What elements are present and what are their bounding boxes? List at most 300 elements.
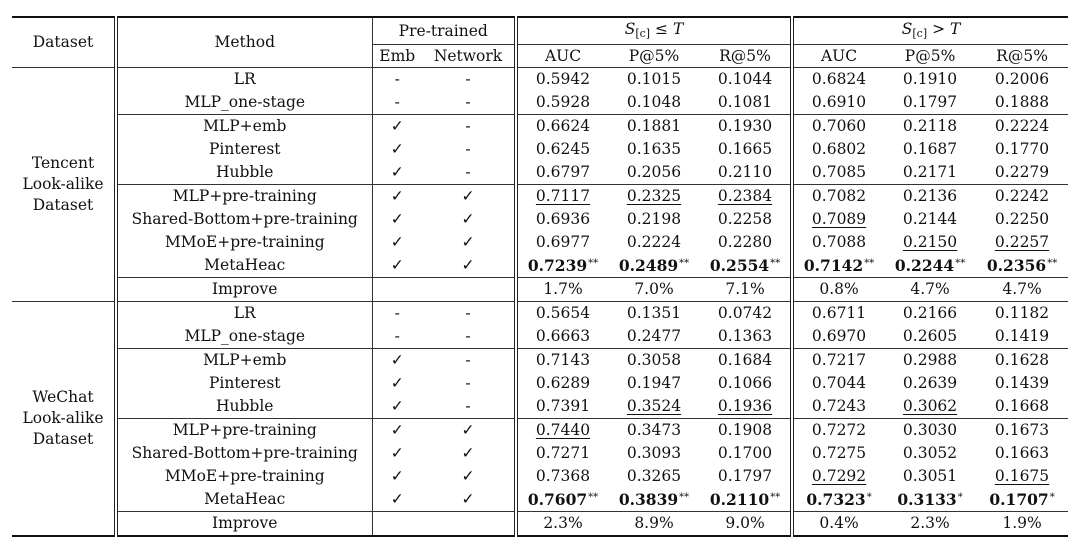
metric-value: 0.3030 (902, 421, 958, 439)
metric-value: 0.7085 (811, 163, 867, 181)
table-row (12, 419, 1068, 443)
metric-cell (608, 372, 700, 395)
metric-value: 0.7060 (811, 117, 867, 135)
metric-cell (976, 208, 1068, 231)
network-flag: - (422, 395, 516, 419)
metric-value: 0.1881 (626, 117, 682, 135)
metric-value: 0.2325 (626, 187, 682, 205)
table-row (12, 325, 1068, 349)
dataset-name-line: WeChat (32, 388, 94, 406)
metric-value: 0.6936 (535, 210, 591, 228)
network-flag: ✓ (422, 254, 516, 278)
metric-cell (976, 325, 1068, 349)
metric-cell (976, 395, 1068, 419)
metric-cell (884, 395, 976, 419)
emb-flag: ✓ (390, 163, 404, 181)
header-r5-gt: R@5% (976, 45, 1068, 68)
metric-cell (700, 395, 792, 419)
metric-cell (700, 208, 792, 231)
metric-cell (976, 115, 1068, 139)
metric-value: 0.2224 (626, 233, 682, 251)
metric-value: 0.5942 (535, 70, 591, 88)
emb-flag: ✓ (372, 349, 422, 373)
metric-cell (884, 372, 976, 395)
metric-cell (608, 208, 700, 231)
method-name: MLP+emb (116, 349, 372, 373)
significance-marker: ** (770, 257, 781, 269)
emb-flag: ✓ (390, 490, 404, 508)
metric-cell (516, 442, 608, 465)
network-flag: ✓ (422, 419, 516, 443)
metric-value: 0.2280 (717, 233, 773, 251)
group-gt-s: S (901, 19, 913, 38)
emb-flag: ✓ (390, 397, 404, 415)
table-row (12, 488, 1068, 512)
metric-value: 0.1628 (994, 351, 1050, 369)
method-name: Pinterest (116, 138, 372, 161)
metric-value: 0.2554 (709, 255, 770, 275)
empty-cell (372, 512, 422, 537)
header-group-gt (792, 17, 1068, 45)
metric-value: 0.1182 (994, 304, 1050, 322)
significance-marker: ** (770, 491, 781, 503)
metric-cell (792, 161, 884, 185)
metric-cell (608, 68, 700, 92)
header-p5-le: P@5% (608, 45, 700, 68)
metric-cell (884, 488, 976, 512)
metric-value: 0.1700 (717, 444, 773, 462)
metric-cell (700, 68, 792, 92)
metric-cell (976, 349, 1068, 373)
metric-cell (792, 138, 884, 161)
header-r5-le: R@5% (700, 45, 792, 68)
metric-value: 0.7142 (803, 255, 864, 275)
metric-cell (700, 419, 792, 443)
method-name: Pinterest (116, 372, 372, 395)
metric-value: 0.7239 (527, 255, 588, 275)
method-name: MLP+emb (116, 115, 372, 139)
metric-value: 0.1663 (994, 444, 1050, 462)
metric-value: 0.6970 (811, 327, 867, 345)
metric-value: 0.1635 (626, 140, 682, 158)
metric-value: 0.1888 (994, 93, 1050, 111)
metric-value: 0.2384 (717, 187, 773, 205)
metric-cell (976, 372, 1068, 395)
improve-label: Improve (116, 512, 372, 537)
table-row (12, 302, 1068, 326)
metric-value: 0.1930 (717, 117, 773, 135)
metric-value: 0.1066 (717, 374, 773, 392)
improve-value: 4.7% (884, 278, 976, 302)
metric-cell (516, 91, 608, 115)
metric-cell (516, 372, 608, 395)
metric-cell (608, 395, 700, 419)
metric-value: 0.2988 (902, 351, 958, 369)
dataset-name-line: Look-alike (22, 409, 104, 427)
metric-cell (976, 138, 1068, 161)
metric-cell (792, 91, 884, 115)
metric-cell (700, 254, 792, 278)
metric-value: 0.3093 (626, 444, 682, 462)
metric-value: 0.7271 (535, 444, 591, 462)
metric-value: 0.3524 (626, 397, 682, 415)
metric-value: 0.2477 (626, 327, 682, 345)
method-name: MetaHeac (116, 488, 372, 512)
emb-flag: - (372, 302, 422, 326)
metric-value: 0.7044 (811, 374, 867, 392)
significance-marker: ** (679, 257, 690, 269)
metric-value: 0.2006 (994, 70, 1050, 88)
network-flag: - (422, 302, 516, 326)
emb-flag: ✓ (390, 140, 404, 158)
metric-cell (516, 254, 608, 278)
significance-marker: * (957, 491, 963, 503)
metric-value: 0.2605 (902, 327, 958, 345)
metric-value: 0.2056 (626, 163, 682, 181)
dataset-name-line: Tencent (31, 154, 95, 172)
empty-cell (372, 278, 422, 302)
network-flag: ✓ (422, 208, 516, 231)
metric-cell (884, 442, 976, 465)
improve-value: 2.3% (516, 512, 608, 537)
metric-value: 0.7292 (811, 467, 867, 485)
metric-value: 0.2198 (626, 210, 682, 228)
metric-cell (608, 488, 700, 512)
metric-value: 0.2166 (902, 304, 958, 322)
metric-value: 0.6910 (811, 93, 867, 111)
improve-row (12, 512, 1068, 537)
metric-cell (608, 185, 700, 209)
metric-cell (700, 161, 792, 185)
metric-cell (608, 138, 700, 161)
improve-value: 9.0% (700, 512, 792, 537)
metric-cell (516, 208, 608, 231)
metric-cell (516, 231, 608, 254)
metric-value: 0.6797 (535, 163, 591, 181)
improve-value: 0.4% (792, 512, 884, 537)
metric-value: 0.3051 (902, 467, 958, 485)
improve-row (12, 278, 1068, 302)
emb-flag: ✓ (390, 256, 404, 274)
improve-value: 2.3% (884, 512, 976, 537)
metric-cell (792, 68, 884, 92)
metric-cell (516, 302, 608, 326)
metric-value: 0.2489 (618, 255, 679, 275)
metric-value: 0.6245 (535, 140, 591, 158)
dataset-name-line: Dataset (32, 430, 94, 448)
metric-cell (700, 442, 792, 465)
table-row (12, 231, 1068, 254)
table-row (12, 68, 1068, 92)
network-flag: ✓ (422, 442, 516, 465)
metric-cell (792, 254, 884, 278)
method-name: MetaHeac (116, 254, 372, 278)
metric-cell (516, 325, 608, 349)
table-row (12, 115, 1068, 139)
significance-marker: ** (1047, 257, 1058, 269)
metric-cell (608, 115, 700, 139)
emb-flag: ✓ (390, 210, 404, 228)
metric-value: 0.3133 (897, 489, 957, 509)
significance-marker: ** (588, 491, 599, 503)
metric-cell (700, 231, 792, 254)
table-row (12, 254, 1068, 278)
metric-cell (884, 302, 976, 326)
emb-flag: ✓ (390, 467, 404, 485)
significance-marker: ** (679, 491, 690, 503)
metric-cell (976, 185, 1068, 209)
metric-value: 0.1797 (902, 93, 958, 111)
metric-cell (792, 325, 884, 349)
metric-cell (516, 395, 608, 419)
metric-value: 0.2257 (994, 233, 1050, 251)
metric-cell (608, 161, 700, 185)
metric-value: 0.6711 (811, 304, 867, 322)
metric-cell (608, 349, 700, 373)
header-emb: Emb (372, 45, 422, 68)
table-row (12, 442, 1068, 465)
metric-value: 0.2356 (986, 255, 1047, 275)
metric-cell (884, 185, 976, 209)
significance-marker: * (1049, 491, 1055, 503)
metric-value: 0.7607 (527, 489, 588, 509)
metric-cell (884, 115, 976, 139)
metric-cell (700, 465, 792, 488)
metric-value: 0.1015 (626, 70, 682, 88)
metric-value: 0.2110 (709, 489, 770, 509)
metric-cell (976, 302, 1068, 326)
metric-value: 0.1665 (717, 140, 773, 158)
improve-value: 4.7% (976, 278, 1068, 302)
significance-marker: ** (588, 257, 599, 269)
metric-cell (792, 442, 884, 465)
metric-cell (792, 488, 884, 512)
header-dataset: Dataset (12, 17, 116, 68)
metric-value: 0.7243 (811, 397, 867, 415)
dataset-name-line: Look-alike (22, 175, 104, 193)
metric-value: 0.1707 (989, 489, 1049, 509)
improve-value: 1.7% (516, 278, 608, 302)
metric-cell (884, 91, 976, 115)
metric-cell (976, 442, 1068, 465)
metric-value: 0.1048 (626, 93, 682, 111)
dataset-name (12, 68, 116, 302)
metric-cell (976, 488, 1068, 512)
metric-cell (608, 91, 700, 115)
emb-flag: ✓ (390, 374, 404, 392)
group-gt-rel: > (932, 19, 946, 38)
header-method: Method (116, 17, 372, 68)
metric-value: 0.1684 (717, 351, 773, 369)
metric-cell (884, 208, 976, 231)
network-flag: - (422, 91, 516, 115)
metric-cell (700, 302, 792, 326)
metric-cell (700, 91, 792, 115)
group-le-rel: ≤ (655, 19, 669, 38)
metric-value: 0.7391 (535, 397, 591, 415)
metric-cell (884, 138, 976, 161)
metric-cell (792, 185, 884, 209)
header-p5-gt: P@5% (884, 45, 976, 68)
empty-cell (422, 278, 516, 302)
metric-value: 0.1797 (717, 467, 773, 485)
metric-cell (792, 302, 884, 326)
header-network: Network (422, 45, 516, 68)
group-gt-t: T (950, 19, 961, 38)
table-row (12, 138, 1068, 161)
metric-cell (516, 115, 608, 139)
emb-flag: ✓ (390, 233, 404, 251)
metric-value: 0.1675 (994, 467, 1050, 485)
metric-cell (884, 231, 976, 254)
emb-flag: ✓ (372, 115, 422, 139)
method-name: Hubble (116, 161, 372, 185)
metric-value: 0.1687 (902, 140, 958, 158)
emb-flag: - (372, 68, 422, 92)
metric-value: 0.7275 (811, 444, 867, 462)
table-row (12, 465, 1068, 488)
improve-value: 1.9% (976, 512, 1068, 537)
metric-value: 0.1947 (626, 374, 682, 392)
dataset-name-line: Dataset (32, 196, 94, 214)
metric-cell (700, 349, 792, 373)
metric-value: 0.1770 (994, 140, 1050, 158)
metric-value: 0.1081 (717, 93, 773, 111)
metric-cell (516, 465, 608, 488)
metric-cell (516, 161, 608, 185)
results-table (12, 16, 1068, 537)
method-name: LR (116, 68, 372, 92)
metric-value: 0.7088 (811, 233, 867, 251)
metric-cell (700, 372, 792, 395)
group-le-sub: [c] (635, 26, 651, 40)
metric-cell (608, 231, 700, 254)
emb-flag: ✓ (372, 419, 422, 443)
metric-value: 0.1363 (717, 327, 773, 345)
table-row (12, 349, 1068, 373)
metric-value: 0.6663 (535, 327, 591, 345)
table-header (12, 17, 1068, 68)
metric-cell (792, 395, 884, 419)
metric-cell (516, 138, 608, 161)
metric-value: 0.2118 (902, 117, 958, 135)
dataset-name (12, 302, 116, 537)
header-pretrained: Pre-trained (372, 17, 516, 45)
header-group-le (516, 17, 792, 45)
metric-cell (884, 254, 976, 278)
header-auc-gt: AUC (792, 45, 884, 68)
table-row (12, 208, 1068, 231)
metric-cell (608, 419, 700, 443)
metric-value: 0.7082 (811, 187, 867, 205)
metric-value: 0.7089 (811, 210, 867, 228)
metric-cell (516, 349, 608, 373)
method-name: Shared-Bottom+pre-training (116, 208, 372, 231)
metric-cell (792, 419, 884, 443)
metric-cell (884, 325, 976, 349)
metric-cell (976, 161, 1068, 185)
metric-value: 0.7217 (811, 351, 867, 369)
metric-value: 0.1908 (717, 421, 773, 439)
metric-value: 0.7143 (535, 351, 591, 369)
network-flag: ✓ (422, 185, 516, 209)
metric-cell (700, 488, 792, 512)
network-flag: ✓ (422, 465, 516, 488)
metric-value: 0.6824 (811, 70, 867, 88)
header-auc-le: AUC (516, 45, 608, 68)
significance-marker: ** (955, 257, 966, 269)
table-row (12, 91, 1068, 115)
group-le-t: T (672, 19, 684, 38)
network-flag: - (422, 161, 516, 185)
table-row (12, 185, 1068, 209)
emb-flag: - (394, 327, 400, 345)
metric-cell (700, 185, 792, 209)
significance-marker: * (866, 491, 872, 503)
network-flag: - (422, 68, 516, 92)
method-name: MLP+pre-training (116, 419, 372, 443)
metric-cell (516, 185, 608, 209)
metric-cell (976, 68, 1068, 92)
metric-cell (976, 419, 1068, 443)
metric-value: 0.1910 (902, 70, 958, 88)
network-flag: ✓ (422, 488, 516, 512)
metric-value: 0.2171 (902, 163, 958, 181)
metric-value: 0.3062 (902, 397, 958, 415)
metric-cell (792, 231, 884, 254)
metric-value: 0.2242 (994, 187, 1050, 205)
metric-value: 0.1351 (626, 304, 682, 322)
metric-cell (792, 115, 884, 139)
network-flag: - (422, 115, 516, 139)
metric-value: 0.7368 (535, 467, 591, 485)
metric-cell (516, 68, 608, 92)
improve-label: Improve (116, 278, 372, 302)
metric-cell (792, 349, 884, 373)
metric-cell (976, 465, 1068, 488)
metric-cell (884, 161, 976, 185)
metric-value: 0.6977 (535, 233, 591, 251)
metric-value: 0.7440 (535, 421, 591, 439)
group-le-s: S (624, 19, 636, 38)
metric-value: 0.2250 (994, 210, 1050, 228)
metric-cell (884, 419, 976, 443)
metric-cell (608, 325, 700, 349)
metric-cell (516, 488, 608, 512)
metric-cell (792, 372, 884, 395)
metric-value: 0.2258 (717, 210, 773, 228)
metric-cell (700, 115, 792, 139)
metric-cell (976, 91, 1068, 115)
metric-cell (608, 254, 700, 278)
metric-value: 0.2279 (994, 163, 1050, 181)
network-flag: - (422, 372, 516, 395)
table-row (12, 395, 1068, 419)
metric-value: 0.7323 (806, 489, 866, 509)
metric-cell (516, 419, 608, 443)
metric-value: 0.3473 (626, 421, 682, 439)
group-gt-sub: [c] (912, 26, 928, 40)
metric-value: 0.2224 (994, 117, 1050, 135)
metric-value: 0.3058 (626, 351, 682, 369)
metric-value: 0.2639 (902, 374, 958, 392)
method-name: MLP_one-stage (116, 91, 372, 115)
metric-value: 0.1936 (717, 397, 773, 415)
method-name: MLP_one-stage (116, 325, 372, 349)
metric-value: 0.2136 (902, 187, 958, 205)
network-flag: - (422, 325, 516, 349)
metric-value: 0.7272 (811, 421, 867, 439)
